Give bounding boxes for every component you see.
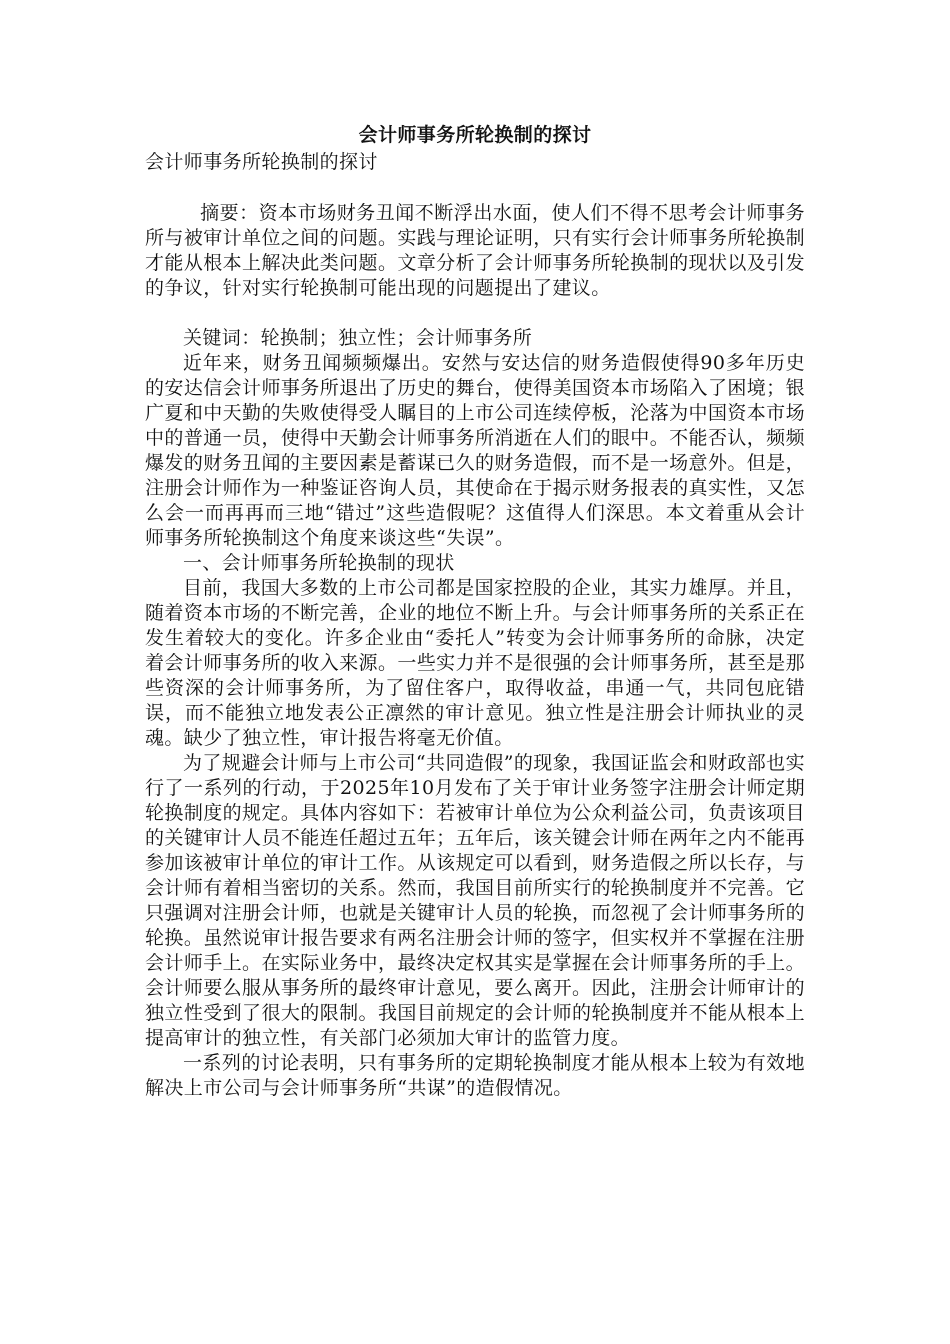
blank-line	[145, 301, 805, 326]
body-paragraph: 为了规避会计师与上市公司“共同造假”的现象，我国证监会和财政部也实行了一系列的行动，于2025年10月发布了关于审计业务签字注册会计师定期轮换制度的规定。具体内容如下：若被审计单位为公众利益公司，负责该项目的关键审计人员不能连任超过五年；五年后，该关键会计师在两年之内不能再参加该被审计单位的审计工作。从该规定可以看到，财务造假之所以长存，与会计师有着相当密切的关系。然而，我国目前所实行的轮换制度并不完善。它只强调对注册会计师，也就是关键审计人员的轮换，而忽视了会计师事务所的轮换。虽然说审计报告要求有两名注册会计师的签字，但实权并不掌握在注册会计师手上。在实际业务中，最终决定权其实是掌握在会计师事务所的手上。会计师要么服从事务所的最终审计意见，要么离开。因此，注册会计师审计的独立性受到了很大的限制。我国目前规定的会计师的轮换制度并不能从根本上提高审计的独立性，有关部门必须加大审计的监管力度。	[145, 752, 805, 1049]
document-subtitle: 会计师事务所轮换制的探讨	[145, 151, 378, 173]
body-paragraph: 一系列的讨论表明，只有事务所的定期轮换制度才能从根本上较为有效地解决上市公司与会计师事务所“共谋”的造假情况。	[145, 1052, 805, 1099]
keywords-line: 关键词：轮换制；独立性；会计师事务所	[183, 327, 533, 349]
document-body	[145, 121, 805, 1101]
section-heading: 一、会计师事务所轮换制的现状	[183, 552, 455, 574]
abstract-paragraph: 摘要：资本市场财务丑闻不断浮出水面，使人们不得不思考会计师事务所与被审计单位之间的问题。实践与理论证明，只有实行会计师事务所轮换制才能从根本上解决此类问题。文章分析了会计师事务所轮换制的现状以及引发的争议，针对实行轮换制可能出现的问题提出了建议。	[145, 202, 805, 299]
body-paragraph: 目前，我国大多数的上市公司都是国家控股的企业，其实力雄厚。并且，随着资本市场的不断完善，企业的地位不断上升。与会计师事务所的关系正在发生着较大的变化。许多企业由“委托人”转变为会计师事务所的命脉，决定着会计师事务所的收入来源。一些实力并不是很强的会计师事务所，甚至是那些资深的会计师事务所，为了留住客户，取得收益，串通一气，共同包庇错误，而不能独立地发表公正凛然的审计意见。独立性是注册会计师执业的灵魂。缺少了独立性，审计报告将毫无价值。	[145, 577, 805, 749]
document-title: 会计师事务所轮换制的探讨	[358, 124, 592, 146]
blank-line	[145, 176, 805, 201]
intro-paragraph: 近年来，财务丑闻频频爆出。安然与安达信的财务造假使得90多年历史的安达信会计师事务所退出了历史的舞台，使得美国资本市场陷入了困境；银广夏和中天勤的失败使得受人瞩目的上市公司连续停板，沦落为中国资本市场中的普通一员，使得中天勤会计师事务所消逝在人们的眼中。不能否认，频频爆发的财务丑闻的主要因素是蓄谋已久的财务造假，而不是一场意外。但是，注册会计师作为一种鉴证咨询人员，其使命在于揭示财务报表的真实性，又怎么会一而再再而三地“错过”这些造假呢？这值得人们深思。本文着重从会计师事务所轮换制这个角度来谈这些“失误”。	[145, 352, 805, 549]
